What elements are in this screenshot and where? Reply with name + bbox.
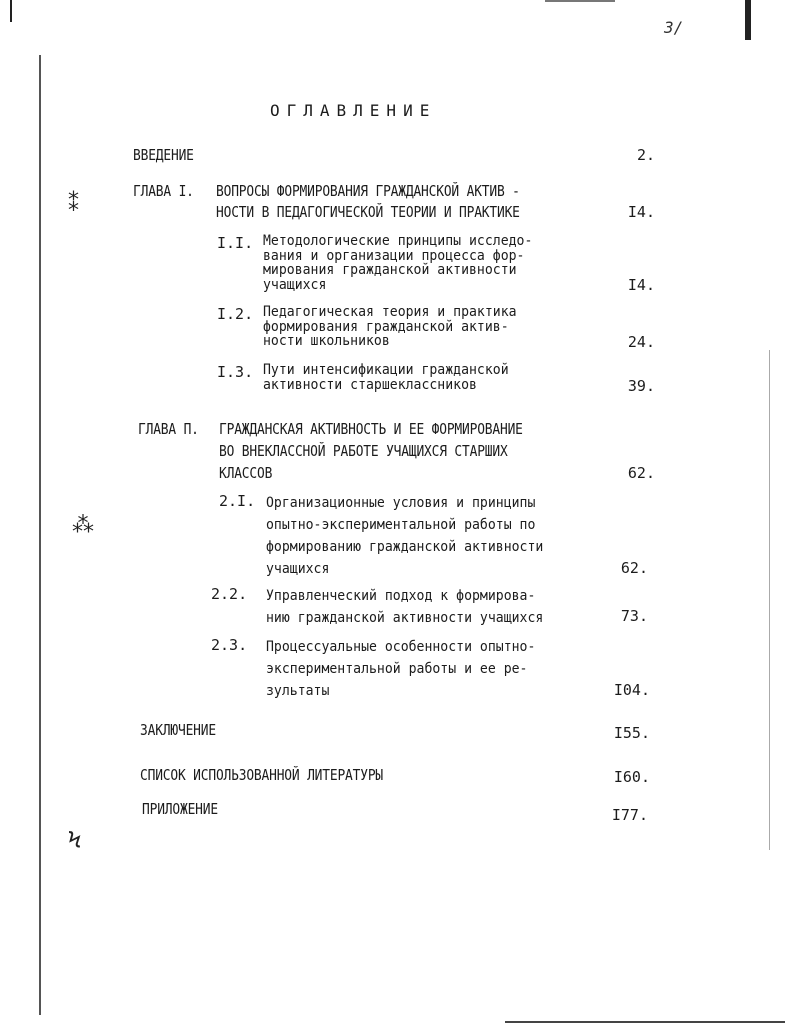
section-2-2-page: 73. — [620, 607, 648, 625]
section-1-2-title: Педагогическая теория и практика формирования гражданской актив- ности школьников — [263, 304, 517, 349]
references-page: I60. — [613, 768, 650, 786]
conclusion-label: ЗАКЛЮЧЕНИЕ — [140, 721, 216, 739]
section-1-1-number: I.I. — [217, 234, 254, 252]
section-1-3-page: 39. — [627, 377, 655, 395]
chapter2-line3: КЛАССОВ — [219, 464, 273, 482]
intro-label: ВВЕДЕНИЕ — [133, 146, 194, 164]
scan-edge-line-right — [769, 350, 770, 850]
conclusion-page: I55. — [613, 724, 650, 742]
intro-page: 2. — [636, 146, 655, 164]
appendix-label: ПРИЛОЖЕНИЕ — [142, 800, 218, 818]
chapter1-label: ГЛАВА I. — [133, 182, 194, 200]
section-1-1-page: I4. — [627, 276, 655, 294]
section-2-2-title: Управленческий подход к формирова- нию гражданской активности учащихся — [266, 588, 544, 626]
chapter2-line2: ВО ВНЕКЛАССНОЙ РАБОТЕ УЧАЩИХСЯ СТАРШИХ — [219, 442, 508, 460]
section-1-2-page: 24. — [627, 333, 655, 351]
scan-mark-1: ⁑ — [68, 192, 79, 217]
section-1-1-title: Методологические принципы исследо- вания и организации процесса фор- мирования гражданской активности учащихся — [263, 233, 533, 293]
section-2-3-title: Процессуальные особенности опытно- экспериментальной работы и ее ре- зультаты — [266, 639, 536, 699]
references-label: СПИСОК ИСПОЛЬЗОВАННОЙ ЛИТЕРАТУРЫ — [140, 766, 384, 784]
section-2-1-title: Организационные условия и принципы опытно-экспериментальной работы по формированию гражданской активности учащихся — [266, 495, 544, 577]
page-number: 3/ — [664, 18, 684, 37]
section-1-3-title: Пути интенсификации гражданской активности старшеклассников — [263, 362, 509, 393]
section-1-2-number: I.2. — [217, 305, 254, 323]
chapter1-page: I4. — [627, 203, 655, 221]
chapter2-label: ГЛАВА П. — [138, 420, 199, 438]
scan-edge-line-top — [545, 0, 615, 2]
appendix-page: I77. — [611, 806, 648, 824]
section-2-3-number: 2.3. — [211, 636, 248, 654]
chapter1-line2: НОСТИ В ПЕДАГОГИЧЕСКОЙ ТЕОРИИ И ПРАКТИКЕ — [216, 203, 520, 221]
chapter2-page: 62. — [627, 464, 655, 482]
scan-edge-line-bottom — [505, 1021, 785, 1023]
scan-mark-2: ⁂ — [72, 513, 94, 538]
section-2-2-number: 2.2. — [211, 585, 248, 603]
scan-mark-top-right — [745, 0, 751, 40]
scan-edge-line-left — [39, 55, 41, 1015]
section-1-3-number: I.3. — [217, 363, 254, 381]
chapter2-line1: ГРАЖДАНСКАЯ АКТИВНОСТЬ И ЕЕ ФОРМИРОВАНИЕ — [219, 420, 523, 438]
section-2-3-page: I04. — [613, 681, 650, 699]
chapter1-line1: ВОПРОСЫ ФОРМИРОВАНИЯ ГРАЖДАНСКОЙ АКТИВ - — [216, 182, 520, 200]
scan-mark-3: Ϟ — [68, 828, 82, 853]
toc-title: ОГЛАВЛЕНИЕ — [270, 101, 437, 120]
scan-edge-line-left-top — [10, 0, 12, 22]
section-2-1-number: 2.I. — [219, 492, 256, 510]
section-2-1-page: 62. — [620, 559, 648, 577]
